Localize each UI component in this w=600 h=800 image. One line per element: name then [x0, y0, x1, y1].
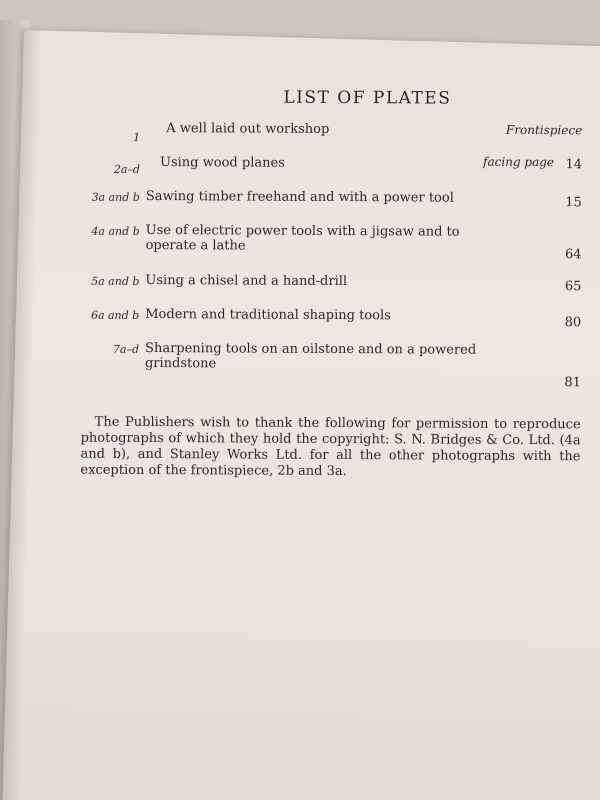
- plate-number: 6a and b: [90, 308, 140, 322]
- book-page: [2, 30, 600, 800]
- plate-row-6: [81, 307, 581, 344]
- plate-number: 2a–d: [113, 162, 141, 176]
- acknowledgement-note: The Publishers wish to thank the following for permission to reproduce photographs of which they hold the copyright: S. N. Bridges & Co. Ltd. (4a and b), and Stanley Works Ltd. for all the other photographs with the exception of the frontispiece, 2b and 3a.: [80, 414, 581, 480]
- plate-number: 3a and b: [91, 190, 140, 204]
- plate-row-7: [81, 341, 581, 400]
- page-number: 80: [564, 315, 582, 331]
- frontispiece-label: Frontispiece: [505, 122, 583, 138]
- plate-description: Using a chisel and a hand-drill: [145, 272, 348, 290]
- plate-row-2: [82, 155, 582, 192]
- page-number: 64: [564, 247, 582, 263]
- plate-number: 5a and b: [91, 274, 140, 288]
- plate-row-3: [82, 189, 582, 226]
- plate-description: Use of electric power tools with a jigsaw and to operate a lathe: [145, 222, 460, 254]
- plate-description: Sharpening tools on an oilstone and on a powered grindstone: [144, 340, 477, 372]
- plate-row-4: [81, 223, 581, 276]
- plate-row-1: [82, 121, 582, 158]
- page-number: 81: [564, 375, 581, 391]
- page-title: LIST OF PLATES: [283, 87, 452, 109]
- plate-number: 4a and b: [91, 224, 140, 238]
- plate-row-5: [81, 273, 581, 310]
- page-number: 15: [565, 195, 582, 211]
- plate-number: 7a–d: [112, 342, 140, 356]
- plate-number: 1: [133, 130, 141, 144]
- plate-description: A well laid out workshop: [166, 121, 330, 137]
- plate-description: Modern and traditional shaping tools: [145, 306, 391, 324]
- plate-description: Sawing timber freehand and with a power tool: [145, 188, 454, 206]
- page-number: 65: [564, 279, 582, 295]
- page-number: 14: [565, 157, 583, 173]
- facing-page-label: facing page: [483, 154, 555, 170]
- list-of-plates: [80, 87, 582, 495]
- plate-description: Using wood planes: [160, 155, 285, 171]
